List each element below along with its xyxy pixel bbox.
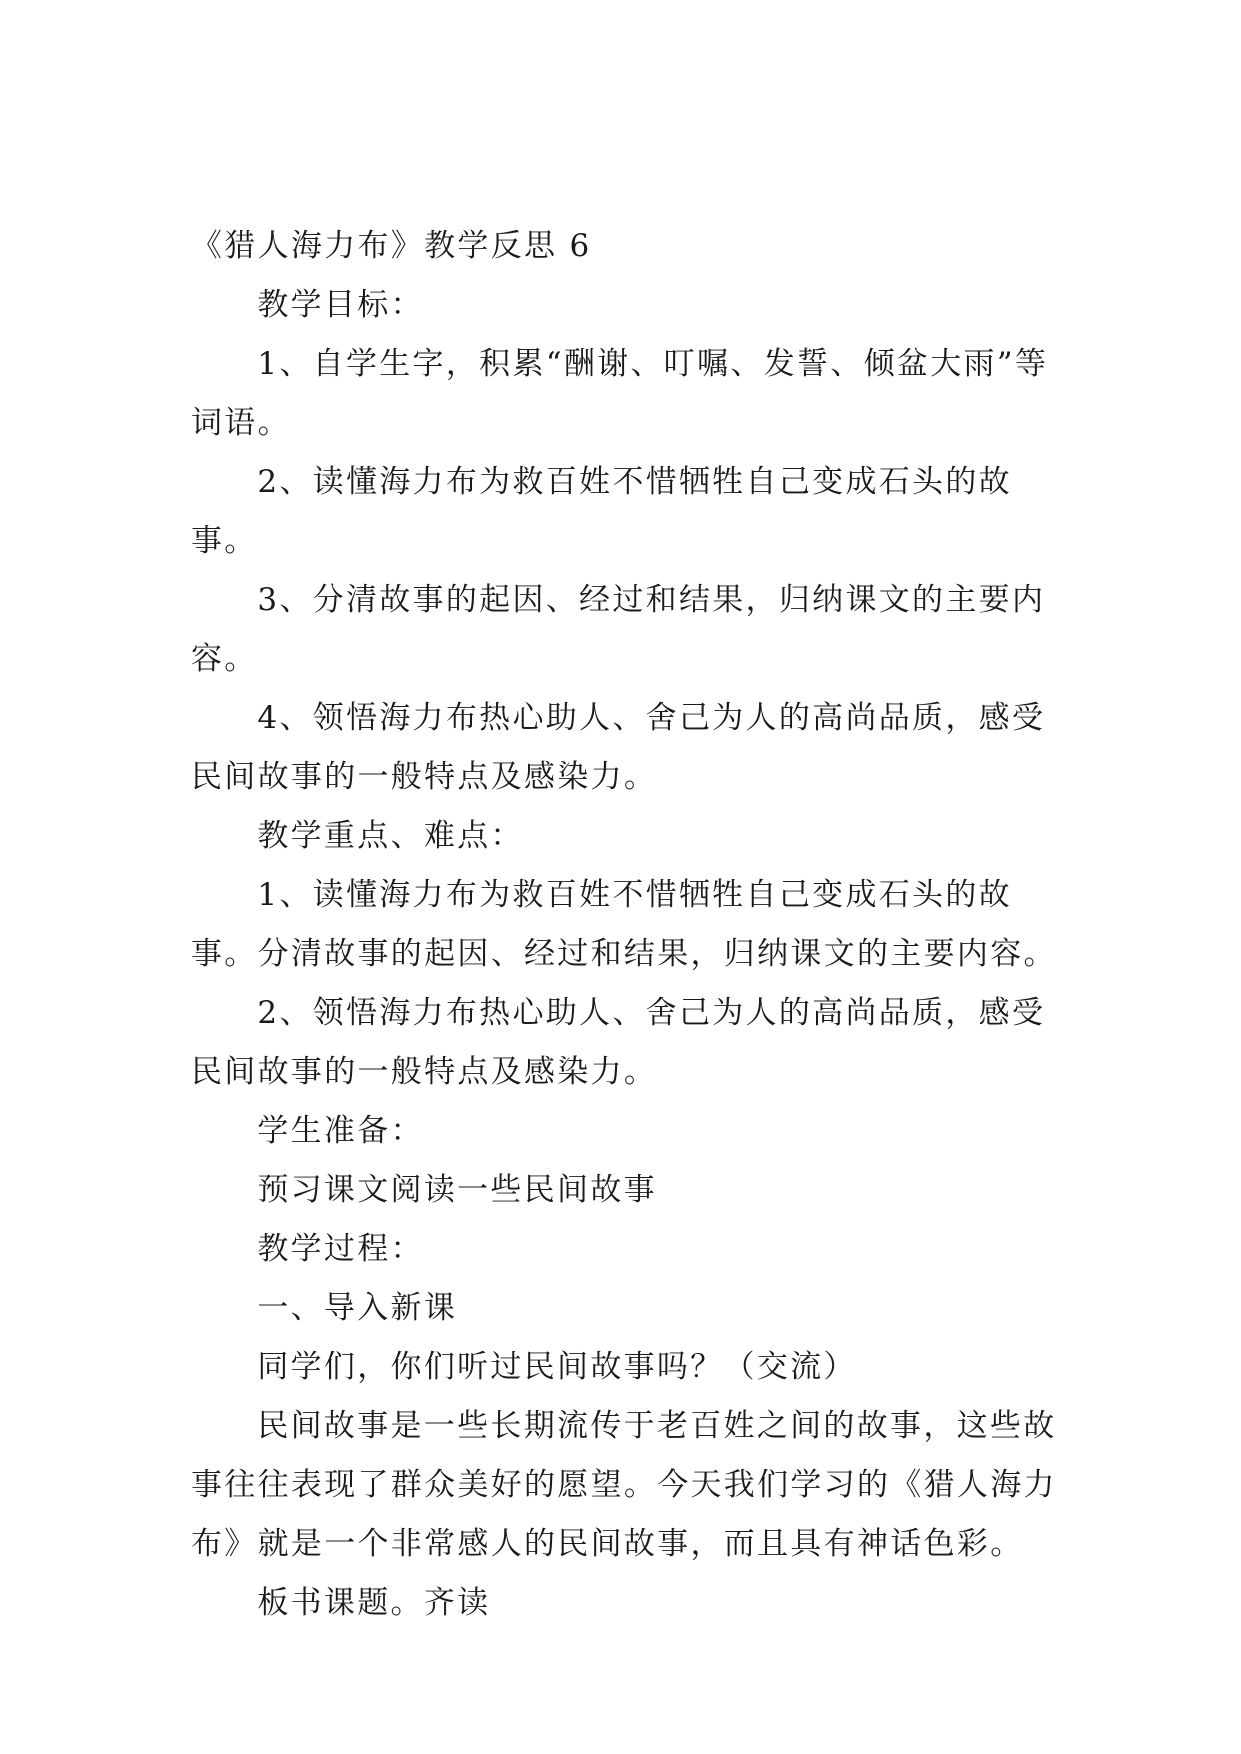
section-intro-heading: 一、导入新课: [257, 1290, 458, 1326]
student-prep-text: 预习课文阅读一些民间故事: [257, 1172, 657, 1208]
intro-question: 同学们，你们听过民间故事吗？（交流）: [257, 1349, 857, 1385]
key-point-item-2: 2、领悟海力布热心助人、舍己为人的高尚品质，感受民间故事的一般特点及感染力。: [191, 995, 1046, 1090]
goal-item-4: 4、领悟海力布热心助人、舍己为人的高尚品质，感受民间故事的一般特点及感染力。: [191, 700, 1046, 795]
goal-item-2: 2、读懂海力布为救百姓不惜牺牲自己变成石头的故事。: [191, 464, 1012, 559]
intro-paragraph: 民间故事是一些长期流传于老百姓之间的故事，这些故事往往表现了群众美好的愿望。今天我们学习的《猎人海力布》就是一个非常感人的民间故事，而且具有神话色彩。: [191, 1408, 1057, 1562]
goal-item-1: 1、自学生字，积累“酬谢、叮嘱、发誓、倾盆大雨”等词语。: [191, 346, 1049, 441]
document-title: 《猎人海力布》教学反思 6: [191, 228, 592, 264]
blackboard-note: 板书课题。齐读: [257, 1585, 491, 1621]
key-point-item-1: 1、读懂海力布为救百姓不惜牺牲自己变成石头的故事。分清故事的起因、经过和结果，归纳课文的主要内容。: [191, 877, 1057, 972]
heading-key-points: 教学重点、难点：: [257, 818, 524, 854]
heading-student-prep: 学生准备：: [257, 1113, 424, 1149]
document-body: [191, 217, 1061, 1633]
heading-teaching-process: 教学过程：: [257, 1231, 424, 1267]
heading-teaching-goals: 教学目标：: [257, 287, 424, 323]
goal-item-3: 3、分清故事的起因、经过和结果，归纳课文的主要内容。: [191, 582, 1046, 677]
